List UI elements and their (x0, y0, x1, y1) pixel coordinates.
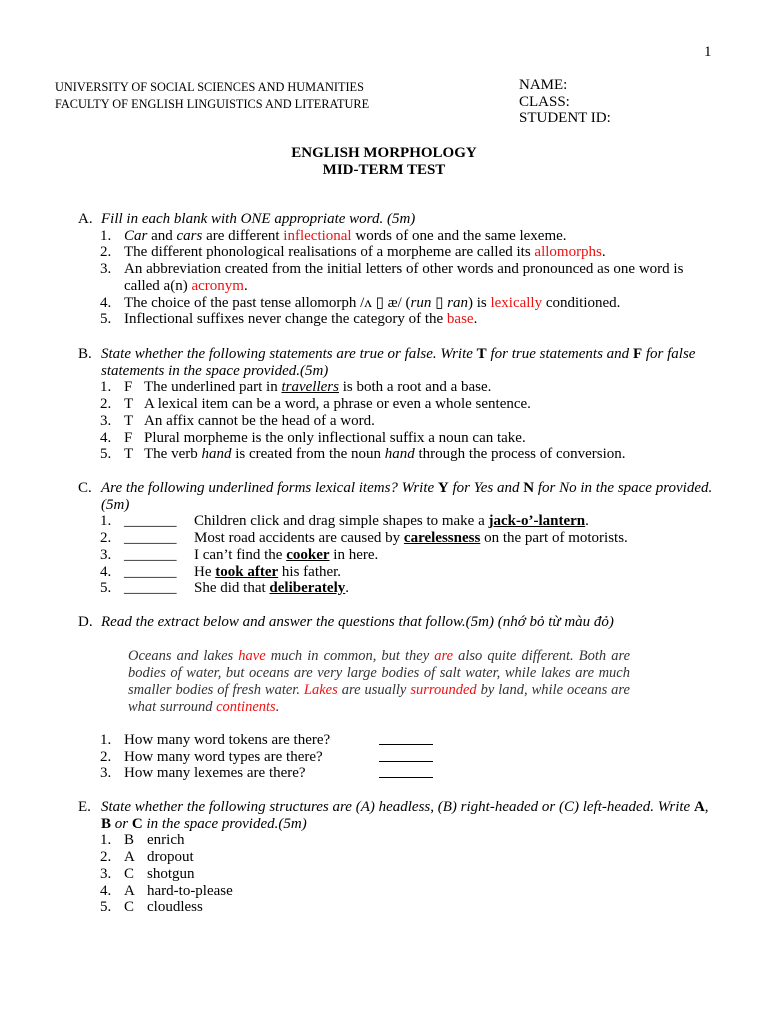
highlighted-word: are (434, 648, 454, 664)
item-text: cars (176, 227, 203, 244)
item-text: He (194, 563, 216, 580)
title-line-1: ENGLISH MORPHOLOGY (291, 145, 477, 161)
item-number: 4. (100, 429, 112, 446)
item-text: through the process of conversion. (414, 446, 626, 463)
underlined-form: took after (215, 563, 279, 580)
answer-text: acronym (191, 277, 244, 294)
item-text: enrich (147, 832, 185, 849)
item-number: 3. (100, 412, 112, 429)
item-number: 5. (100, 580, 112, 597)
section-d (78, 614, 718, 631)
item-number: 2. (100, 748, 112, 765)
item-text: and (147, 227, 177, 244)
item-text: on the part of motorists. (480, 530, 628, 547)
list-item (78, 530, 718, 547)
item-text: The verb (144, 446, 202, 463)
answer-text: B (124, 832, 135, 849)
answer-text: base (446, 311, 474, 328)
list-item (78, 749, 718, 766)
answer-line[interactable] (379, 765, 433, 778)
underlined-form: cooker (286, 546, 330, 563)
answer-text: T (124, 396, 134, 413)
instruction-text: , (704, 799, 709, 815)
item-text: . (243, 277, 248, 294)
item-number: 3. (100, 765, 112, 782)
answer-text: allomorphs (534, 244, 602, 261)
section-letter: A. (78, 211, 93, 227)
item-text: is both a root and a base. (338, 379, 492, 396)
extract-text: much in common, but they (265, 648, 435, 664)
underlined-form: carelessness (403, 530, 481, 547)
instruction-text: State whether the following structures are (A) headless, (B) right-headed or (C) left-headed. Write (101, 799, 694, 815)
section-b (78, 346, 718, 463)
item-text: Most road accidents are caused by (194, 530, 404, 547)
item-text: Children click and drag simple shapes to make a (194, 513, 489, 530)
section-instruction (101, 346, 718, 379)
item-text: run ▯ ran (410, 294, 468, 311)
instruction-text: Are the following underlined forms lexical items? Write (101, 480, 438, 496)
answer-line[interactable] (379, 749, 433, 762)
university-name: UNIVERSITY OF SOCIAL SCIENCES AND HUMANITIES (55, 80, 364, 94)
item-text: The different phonological realisations of a morpheme are called its (124, 244, 535, 261)
question-text: How many word types are there? (124, 748, 323, 765)
extract-text: . (275, 699, 280, 715)
list-item (78, 261, 718, 294)
list-item (78, 396, 718, 413)
item-number: 2. (100, 530, 112, 547)
answer-blank[interactable]: _______ (124, 513, 177, 530)
item-text: shotgun (147, 865, 195, 882)
faculty-name: FACULTY OF ENGLISH LINGUISTICS AND LITERATURE (55, 96, 370, 111)
item-number: 1. (100, 832, 112, 849)
section-e (78, 799, 718, 916)
item-number: 5. (100, 311, 112, 328)
answer-blank[interactable]: _______ (124, 580, 177, 597)
item-text: are different (202, 227, 284, 244)
item-text: The choice of the past tense allomorph /ʌ ▯ æ/ ( (124, 294, 411, 311)
list-item (78, 379, 718, 396)
instruction-text: for false statements in the space provided.(5m) (101, 346, 696, 379)
item-number: 2. (100, 396, 112, 413)
answer-text: T (124, 446, 134, 463)
item-text: . (473, 311, 478, 328)
answer-text: C (124, 865, 135, 882)
item-text: ) is (467, 294, 491, 311)
instruction-text: State whether the following statements are true or false. Write (101, 346, 477, 362)
item-text: Inflectional suffixes never change the category of the (124, 311, 447, 328)
item-number: 4. (100, 294, 112, 311)
list-item (78, 765, 718, 782)
list-item (78, 513, 718, 530)
class-field: CLASS: (519, 93, 570, 110)
item-number: 2. (100, 849, 112, 866)
section-a (78, 211, 718, 328)
student-id-field: STUDENT ID: (519, 110, 611, 126)
item-text: cloudless (147, 899, 203, 916)
section-c (78, 480, 718, 597)
instruction-text: for true statements and (486, 346, 633, 362)
section-d-questions (78, 732, 718, 782)
item-text: She did that (194, 580, 270, 597)
item-number: 1. (100, 732, 112, 748)
instruction-text: for Yes and (448, 480, 524, 496)
list-item (78, 311, 718, 328)
highlighted-word: have (238, 648, 266, 664)
item-number: 3. (100, 865, 112, 882)
instruction-text: or (111, 815, 132, 832)
list-item (78, 430, 718, 447)
item-number: 2. (100, 244, 112, 261)
item-number: 3. (100, 546, 112, 563)
item-text: hard-to-please (147, 882, 233, 899)
list-item (78, 580, 718, 597)
instruction-text: B (101, 815, 112, 832)
section-instruction (101, 799, 718, 832)
title-line-2: MID-TERM TEST (322, 161, 446, 178)
answer-blank[interactable]: _______ (124, 530, 177, 547)
item-text: hand (201, 446, 232, 463)
highlighted-word: surrounded (410, 682, 477, 698)
answer-blank[interactable]: _______ (124, 563, 177, 580)
extract-text: are usually (337, 682, 411, 698)
list-item (78, 295, 718, 312)
answer-blank[interactable]: _______ (124, 546, 177, 563)
answer-text: F (124, 429, 133, 446)
item-number: 5. (100, 446, 112, 463)
highlighted-word: continents (216, 699, 276, 715)
highlighted-word: Lakes (303, 682, 338, 698)
list-item (78, 849, 718, 866)
section-letter: E. (78, 799, 91, 815)
test-title (0, 145, 768, 178)
item-text: hand (384, 446, 415, 463)
instruction-text: Y (437, 480, 449, 496)
item-number: 1. (100, 227, 112, 244)
item-text: . (345, 580, 349, 597)
underlined-form: deliberately (269, 580, 346, 597)
answer-text: A (124, 849, 135, 866)
reading-extract (128, 648, 630, 716)
question-text: How many lexemes are there? (124, 765, 306, 782)
institution-header (55, 79, 369, 112)
underlined-form: jack-o’-lantern (488, 513, 586, 530)
list-item (78, 228, 718, 245)
list-item (78, 899, 718, 916)
item-text: An affix cannot be the head of a word. (144, 412, 375, 429)
item-text: I can’t find the (194, 546, 287, 563)
instruction-text: in the space provided.(5m) (142, 815, 307, 832)
item-text: . (601, 244, 606, 261)
instruction-text: C (131, 815, 143, 832)
section-instruction: Fill in each blank with ONE appropriate word. (5m) (101, 211, 416, 227)
item-number: 3. (100, 261, 112, 278)
list-item (78, 564, 718, 581)
answer-text: C (124, 899, 135, 916)
instruction-text: for No in the space provided.(5m) (101, 480, 713, 513)
item-text: words of one and the same lexeme. (351, 227, 567, 244)
item-number: 4. (100, 882, 112, 899)
section-instruction (101, 480, 718, 513)
answer-text: F (124, 379, 133, 396)
instruction-text: F (632, 346, 643, 362)
student-info (519, 77, 611, 127)
item-text: dropout (147, 849, 194, 866)
list-item (78, 866, 718, 883)
list-item (78, 732, 718, 749)
answer-text: inflectional (283, 227, 352, 244)
instruction-text: T (476, 346, 487, 362)
list-item (78, 832, 718, 849)
extract-text: also quite different. Both are bodies of water, but oceans are very large bodies of salt water, while lakes are much smaller bodies of fresh water. (128, 648, 630, 698)
item-text: An abbreviation created from the initial letters of other words and pronounced as one word is called a(n) (124, 261, 684, 294)
item-number: 4. (100, 563, 112, 580)
answer-text: A (124, 882, 135, 899)
list-item (78, 547, 718, 564)
item-text: his father. (278, 563, 342, 580)
instruction-text: A (693, 799, 705, 815)
answer-line[interactable] (379, 732, 433, 745)
item-text: A lexical item can be a word, a phrase or even a whole sentence. (144, 396, 531, 413)
extract-text: Oceans and lakes (128, 648, 239, 664)
page-number: 1 (704, 44, 712, 60)
section-instruction: Read the extract below and answer the questions that follow.(5m) (nhớ bỏ từ màu đỏ) (101, 614, 614, 630)
item-text: Plural morpheme is the only inflectional suffix a noun can take. (144, 429, 526, 446)
item-number: 1. (100, 379, 112, 396)
extract-text: by land, while oceans are what surround (128, 682, 630, 715)
item-number: 5. (100, 899, 112, 916)
question-text: How many word tokens are there? (124, 732, 331, 748)
name-field: NAME: (519, 77, 568, 93)
section-letter: C. (78, 480, 92, 496)
item-number: 1. (100, 513, 112, 530)
section-letter: B. (78, 346, 92, 362)
list-item (78, 244, 718, 261)
answer-text: lexically (490, 294, 543, 311)
list-item (78, 413, 718, 430)
item-text: is created from the noun (231, 446, 385, 463)
list-item (78, 446, 718, 463)
section-letter: D. (78, 614, 93, 630)
list-item (78, 883, 718, 900)
item-text: . (585, 513, 589, 530)
instruction-text: N (523, 480, 535, 496)
item-text: travellers (281, 379, 339, 396)
item-text: The underlined part in (144, 379, 282, 396)
item-text: in here. (329, 546, 379, 563)
item-text: conditioned. (542, 294, 621, 311)
item-text: Car (124, 227, 148, 244)
answer-text: T (124, 412, 134, 429)
